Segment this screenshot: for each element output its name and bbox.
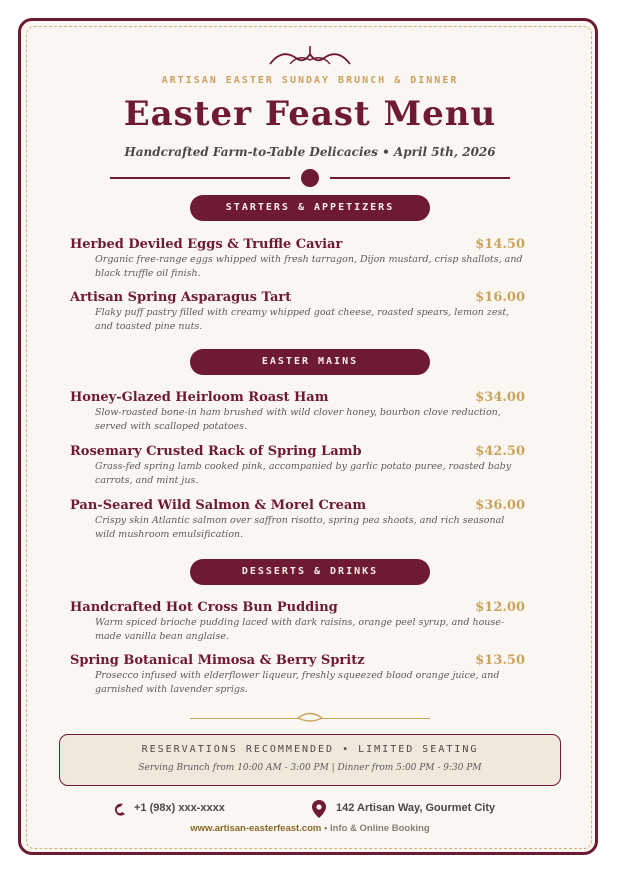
item-name: Pan-Seared Wild Salmon & Morel Cream (70, 498, 367, 513)
menu-title: Easter Feast Menu (123, 94, 497, 134)
item-price: $14.50 (475, 237, 525, 252)
item-name: Herbed Deviled Eggs & Truffle Caviar (70, 237, 343, 252)
website-suffix: • Info & Online Booking (321, 823, 430, 834)
item-price: $42.50 (475, 444, 525, 459)
divider-line-right (330, 177, 510, 179)
website-link[interactable]: www.artisan-easterfeast.com (190, 823, 322, 834)
section-heading-mains: EASTER MAINS (190, 349, 430, 375)
item-description: Grass-fed spring lamb cooked pink, accompanied by garlic potato puree, roasted baby carrots, and mint jus. (95, 461, 512, 486)
item-description: Slow-roasted bone-in ham brushed with wild clover honey, bourbon clove reduction, served with scalloped potatoes. (95, 407, 501, 432)
event-eyebrow: ARTISAN EASTER SUNDAY BRUNCH & DINNER (161, 75, 459, 86)
reservations-title: RESERVATIONS RECOMMENDED • LIMITED SEATING (141, 744, 479, 755)
item-price: $12.00 (475, 600, 525, 615)
menu-subtitle: Handcrafted Farm-to-Table Delicacies • April 5th, 2026 (124, 145, 496, 159)
item-description: Flaky puff pastry filled with creamy whipped goat cheese, roasted spears, lemon zest, and toasted pine nuts. (95, 307, 510, 332)
item-description: Warm spiced brioche pudding laced with dark raisins, orange peel syrup, and house-made vanilla bean anglaise. (95, 617, 505, 642)
divider-dot (301, 169, 319, 187)
section-heading-desserts: DESSERTS & DRINKS (190, 559, 430, 585)
ornament-flourish-icon (268, 44, 352, 68)
item-price: $13.50 (475, 653, 525, 668)
leaf-ornament-icon (296, 709, 324, 725)
service-hours: Serving Brunch from 10:00 AM - 3:00 PM | Dinner from 5:00 PM - 9:30 PM (138, 763, 482, 773)
item-price: $36.00 (475, 498, 525, 513)
divider-line-left (110, 177, 290, 179)
item-name: Spring Botanical Mimosa & Berry Spritz (70, 653, 365, 668)
item-description: Organic free-range eggs whipped with fresh tarragon, Dijon mustard, crisp shallots, and black truffle oil finish. (95, 254, 523, 279)
phone-number[interactable]: +1 (98x) xxx-xxxx (134, 802, 225, 814)
item-name: Artisan Spring Asparagus Tart (70, 290, 292, 305)
item-price: $16.00 (475, 290, 525, 305)
phone-icon (113, 803, 127, 817)
map-pin-icon (312, 800, 326, 818)
section-heading-starters: STARTERS & APPETIZERS (190, 195, 430, 221)
item-description: Prosecco infused with elderflower liqueur, freshly squeezed blood orange juice, and garnished with lavender sprigs. (95, 670, 500, 695)
item-name: Handcrafted Hot Cross Bun Pudding (70, 600, 338, 615)
item-name: Rosemary Crusted Rack of Spring Lamb (70, 444, 362, 459)
address: 142 Artisan Way, Gourmet City (336, 802, 496, 814)
item-price: $34.00 (475, 390, 525, 405)
item-name: Honey-Glazed Heirloom Roast Ham (70, 390, 329, 405)
reservations-box (59, 734, 561, 786)
website-line (0, 823, 620, 834)
item-description: Crispy skin Atlantic salmon over saffron risotto, spring pea shoots, and rich seasonal wild mushroom emulsification. (95, 515, 505, 540)
